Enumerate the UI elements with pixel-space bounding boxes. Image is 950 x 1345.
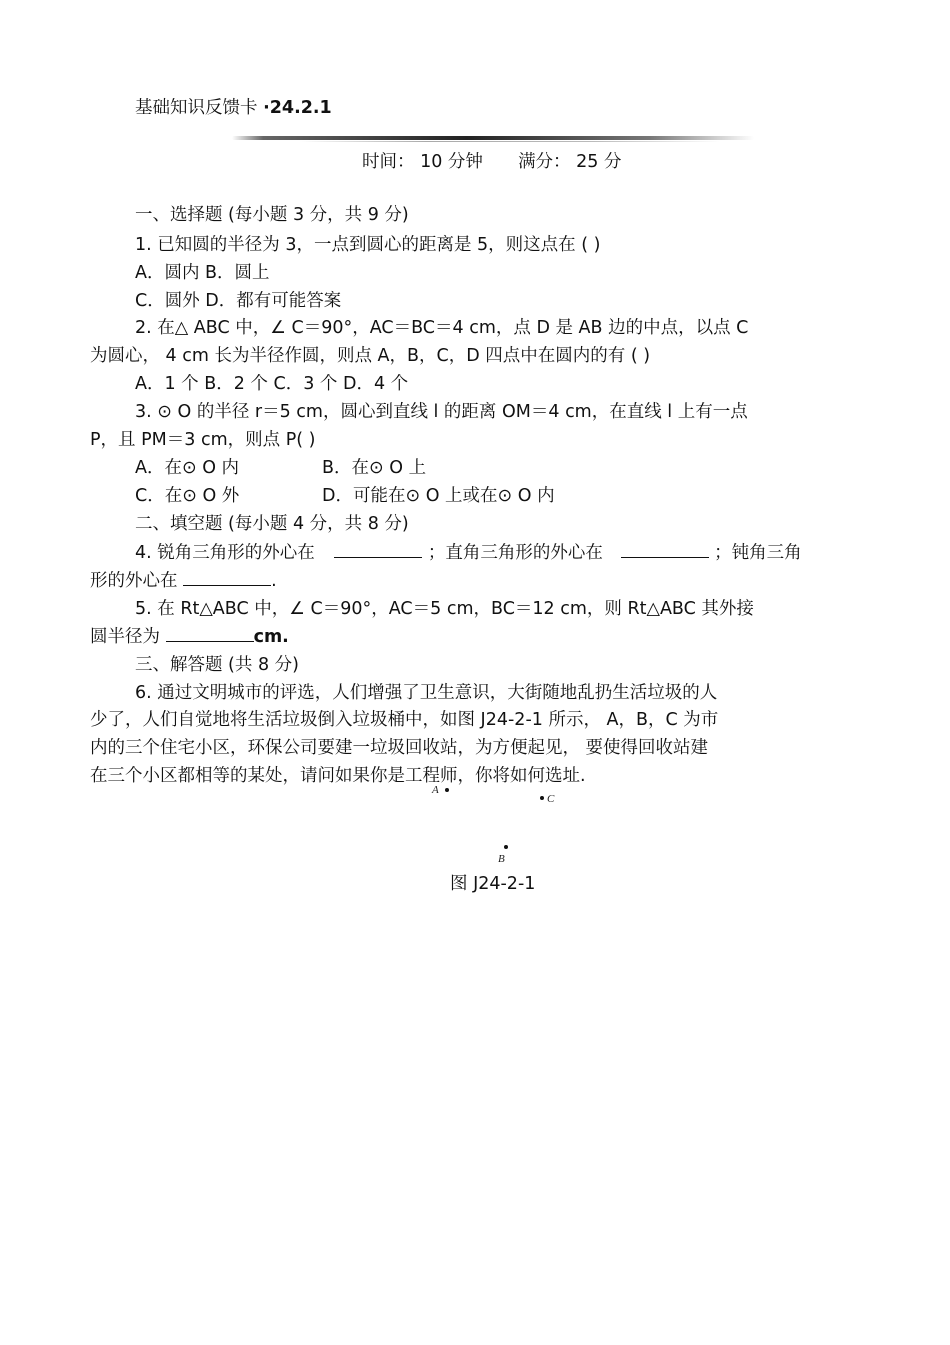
q2-stem-line1: 2. 在△ ABC 中，∠ C＝90°，AC＝BC＝4 cm，点 D 是 AB 边的中点，以点 C: [135, 318, 749, 338]
q2-stem-line2: 为圆心， 4 cm 长为半径作圆，则点 A，B，C，D 四点中在圆内的有 ( ): [90, 346, 651, 366]
q3-option-a: A．在⊙ O 内: [135, 458, 240, 478]
q5-line2: [90, 623, 289, 648]
q4-blank-2[interactable]: [621, 541, 709, 558]
header-rule: [232, 136, 754, 140]
q4-text-1: 4. 锐角三角形的外心在: [135, 543, 315, 563]
time-score-line: [362, 148, 621, 173]
q4-line2: [90, 567, 277, 592]
q3-option-c: C．在⊙ O 外: [135, 486, 240, 506]
q5-text-2: cm.: [253, 627, 289, 647]
figure-caption: 图 J24-2-1: [450, 874, 536, 894]
q1-stem: 1. 已知圆的半径为 3，一点到圆心的距离是 5，则这点在 ( ): [135, 235, 601, 255]
time-limit: 时间： 10 分钟: [362, 152, 483, 172]
q4-text-5: .: [271, 571, 277, 591]
point-b-label: B: [498, 853, 505, 865]
point-a: [445, 788, 449, 792]
q4-blank-1[interactable]: [334, 541, 422, 558]
q4-text-3: ；钝角三角: [714, 543, 802, 563]
point-c: [540, 796, 544, 800]
q3-stem-line2: P，且 PM＝3 cm，则点 P( ): [90, 430, 316, 450]
q6-line3: 内的三个住宅小区，环保公司要建一垃圾回收站，为方便起见， 要使得回收站建: [90, 738, 709, 758]
q6-line4: 在三个小区都相等的某处，请问如果你是工程师，你将如何选址.: [90, 766, 586, 786]
q5-text-1: 圆半径为: [90, 627, 160, 647]
header-title-text: 基础知识反馈卡: [135, 98, 258, 118]
point-c-label: C: [547, 793, 555, 805]
q3-option-b: B．在⊙ O 上: [322, 458, 427, 478]
q5-blank[interactable]: [166, 625, 254, 642]
q1-options-cd: C．圆外 D．都有可能答案: [135, 291, 342, 311]
q3-stem-line1: 3. ⊙ O 的半径 r＝5 cm，圆心到直线 l 的距离 OM＝4 cm，在直线 l 上有一点: [135, 402, 748, 422]
q1-options-ab: A．圆内 B．圆上: [135, 263, 270, 283]
section-3-heading: 三、解答题 (共 8 分): [135, 655, 299, 675]
q3-option-d: D．可能在⊙ O 上或在⊙ O 内: [322, 486, 555, 506]
point-a-label: A: [432, 784, 439, 796]
point-b: [504, 845, 508, 849]
section-2-heading: 二、填空题 (每小题 4 分，共 8 分): [135, 514, 409, 534]
header-rule-shadow: [300, 141, 720, 142]
q4-text-2: ；直角三角形的外心在: [427, 543, 603, 563]
figure-three-points: [420, 778, 580, 868]
q6-line2: 少了，人们自觉地将生活垃圾倒入垃圾桶中，如图 J24-2-1 所示， A，B，C 为市: [90, 710, 719, 730]
q2-options: A．1 个 B．2 个 C．3 个 D．4 个: [135, 374, 409, 394]
q4-text-4: 形的外心在: [90, 571, 178, 591]
section-1-heading: 一、选择题 (每小题 3 分，共 9 分): [135, 205, 409, 225]
full-score: 满分： 25 分: [518, 152, 622, 172]
q6-line1: 6. 通过文明城市的评选，人们增强了卫生意识，大街随地乱扔生活垃圾的人: [135, 683, 718, 703]
q4-blank-3[interactable]: [183, 569, 271, 586]
q5-stem-line1: 5. 在 Rt△ABC 中，∠ C＝90°，AC＝5 cm，BC＝12 cm，则 Rt△ABC 其外接: [135, 599, 754, 619]
header-title-number: ·24.2.1: [263, 98, 332, 118]
q4-line1: [135, 539, 802, 564]
header-title: [135, 94, 332, 119]
